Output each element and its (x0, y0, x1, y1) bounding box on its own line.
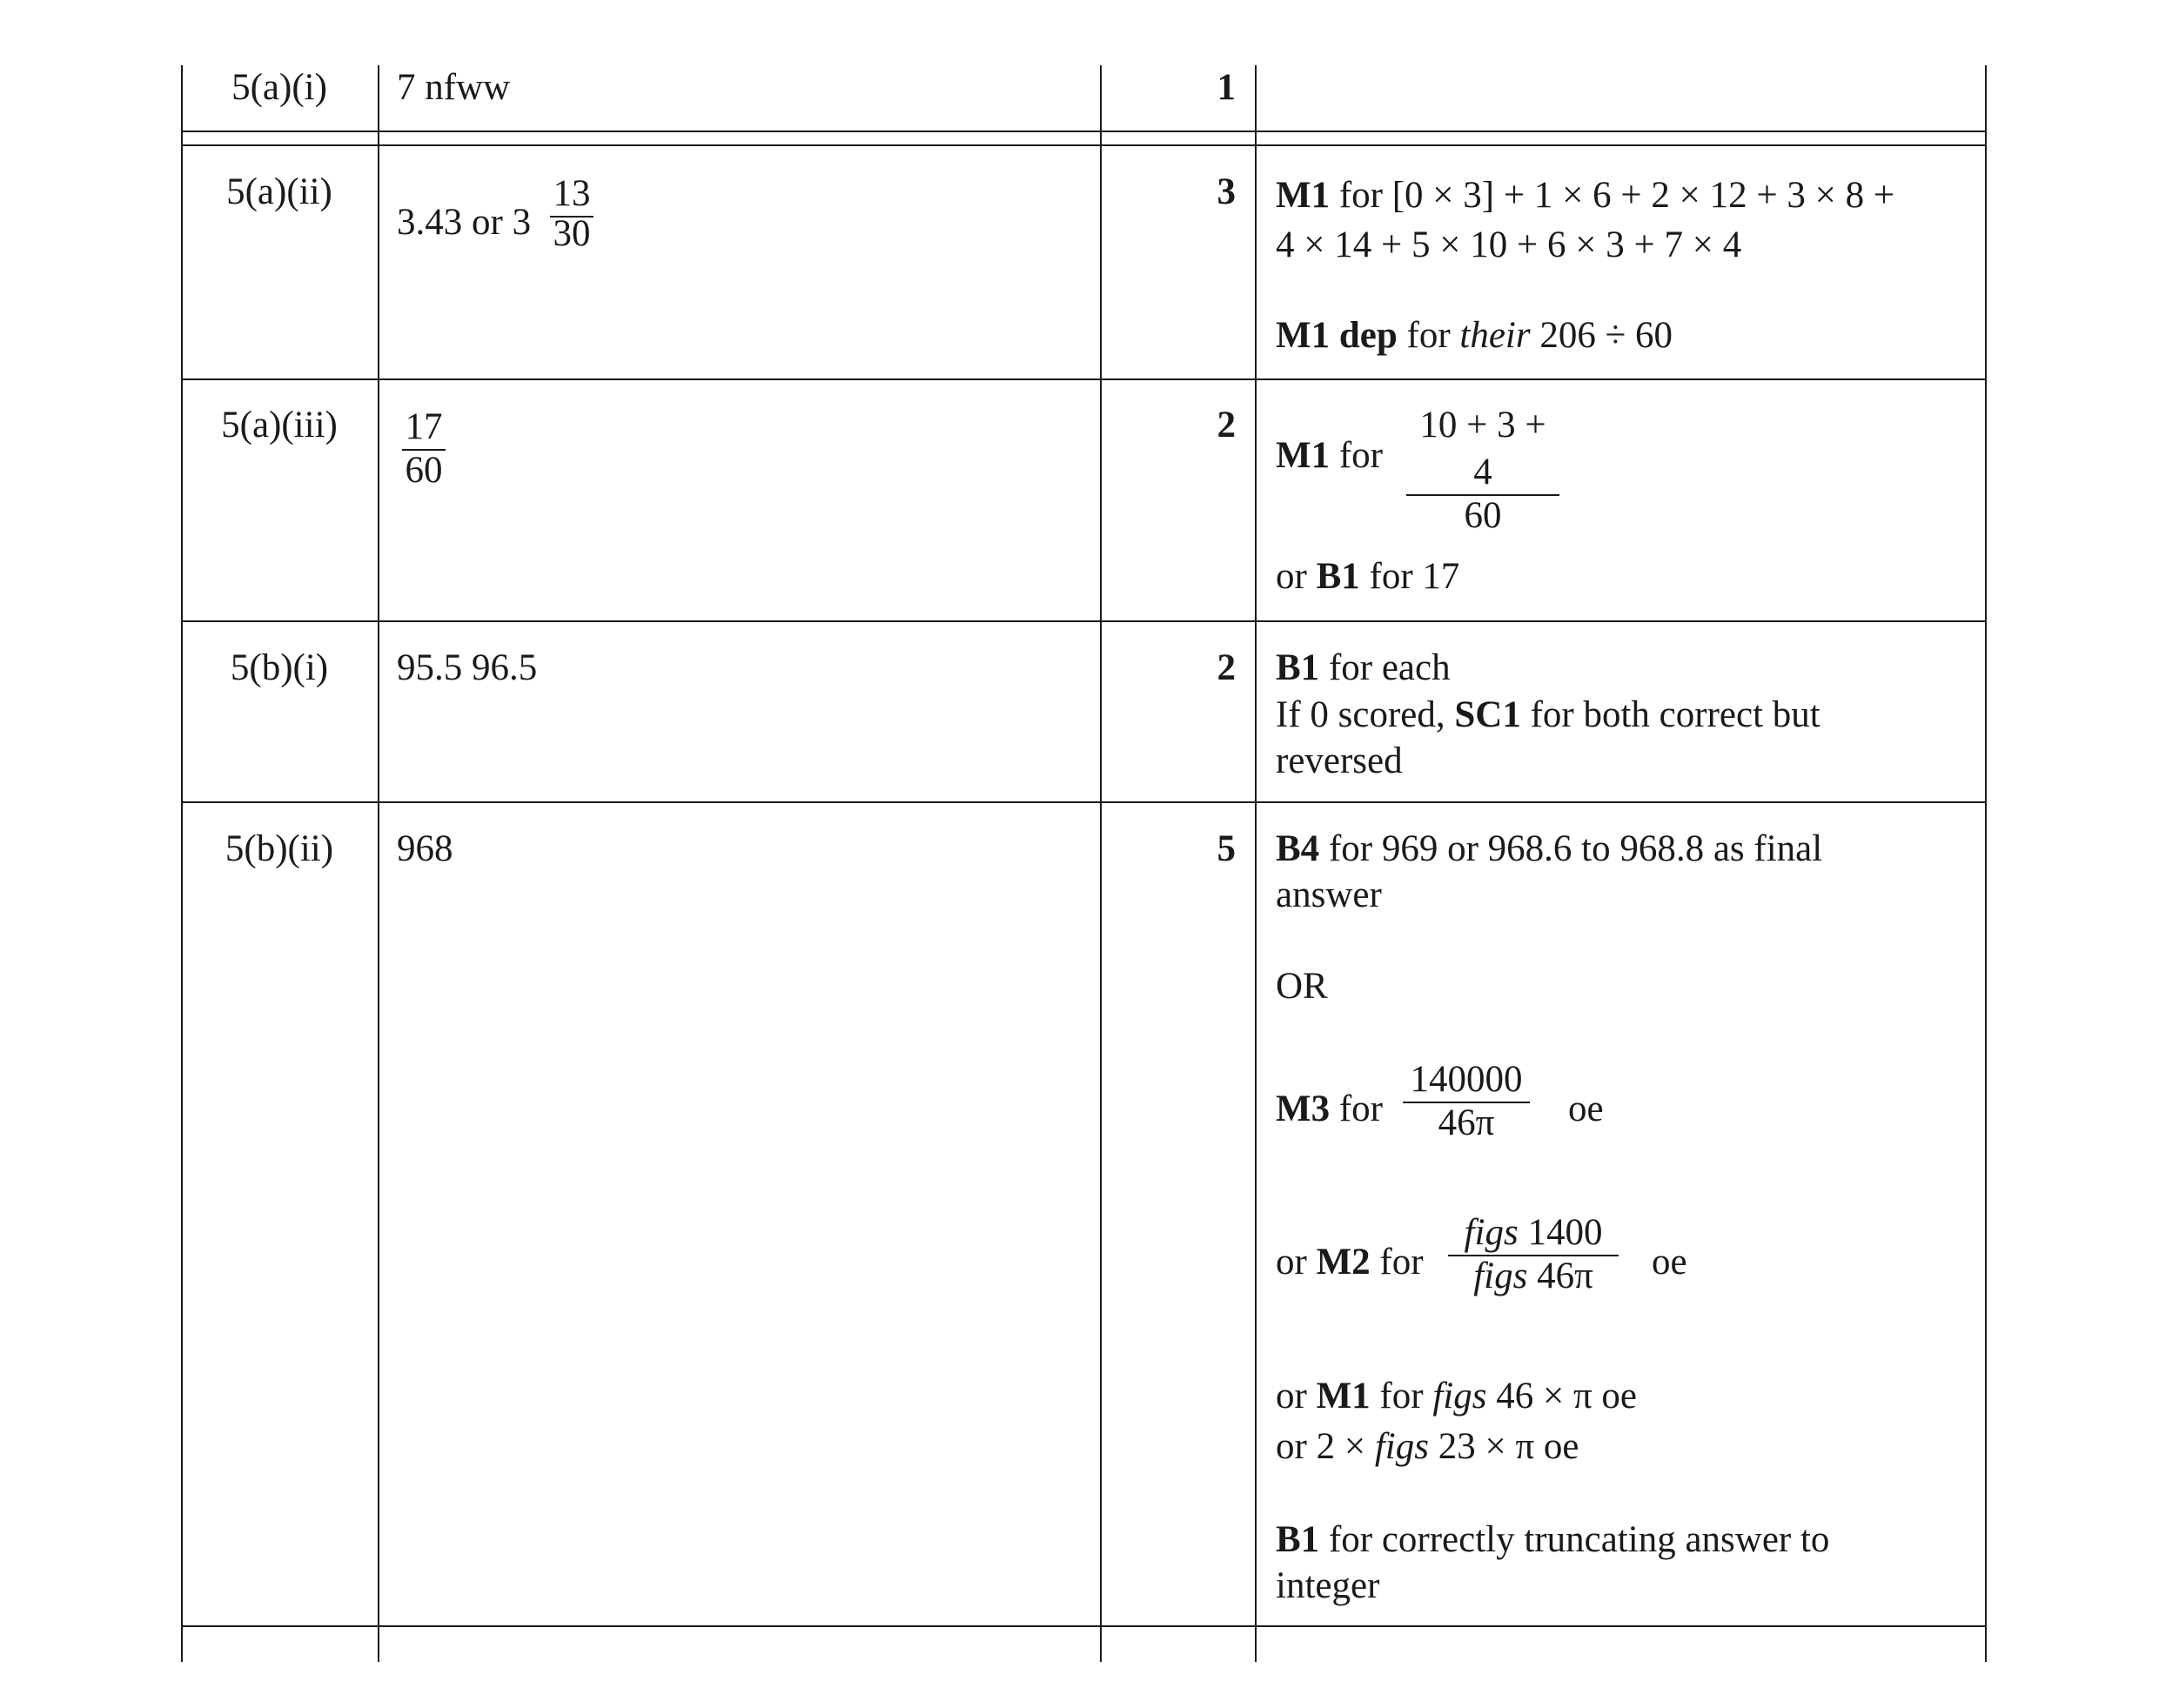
fraction-denominator: 46π (1438, 1102, 1495, 1143)
guidance-fraction (1403, 1056, 1530, 1147)
guidance-line: or B1 for 17 (1276, 556, 1460, 597)
grid-line (181, 378, 1987, 380)
guidance-line: M3 for (1276, 1088, 1383, 1129)
grid-line (181, 620, 1987, 622)
guidance-fraction (1448, 1209, 1619, 1300)
fraction-denominator: 60 (1464, 495, 1502, 536)
guidance-line: M1 for [0 × 3] + 1 × 6 + 2 × 12 + 3 × 8 + (1276, 175, 1895, 216)
question-number: 5(a)(i) (231, 67, 327, 108)
question-number: 5(b)(ii) (225, 828, 334, 869)
guidance-line: or M2 for (1276, 1242, 1424, 1283)
marks: 1 (1217, 67, 1236, 108)
guidance-line: B1 for each (1276, 647, 1451, 688)
answer: 968 (397, 828, 453, 869)
answer: 95.5 96.5 (397, 647, 538, 688)
marks: 3 (1217, 171, 1236, 212)
question-number: 5(b)(i) (230, 647, 329, 688)
guidance-line: M1 for (1276, 435, 1383, 476)
question-number: 5(a)(iii) (221, 405, 338, 445)
fraction-numerator: 13 (553, 173, 591, 214)
guidance-line: or 2 × figs 23 × π oe (1276, 1426, 1579, 1467)
guidance-line: B4 for 969 or 968.6 to 968.8 as final (1276, 828, 1823, 869)
question-number: 5(a)(ii) (226, 171, 332, 212)
grid-line (1255, 65, 1257, 1662)
fraction-denominator: 30 (553, 213, 591, 254)
fraction-numerator: 17 (405, 406, 443, 447)
grid-line (181, 1625, 1987, 1627)
guidance-line: If 0 scored, SC1 for both correct but (1276, 694, 1820, 735)
oe-label: oe (1568, 1088, 1604, 1129)
grid-line (1985, 65, 1987, 1662)
marks: 2 (1217, 405, 1236, 445)
answer-fraction (402, 404, 446, 494)
fraction-denominator: figs 46π (1473, 1256, 1593, 1296)
grid-line (181, 144, 1987, 146)
marks: 5 (1217, 828, 1236, 869)
guidance-fraction (1406, 402, 1559, 539)
guidance-line: B1 for correctly truncating answer to (1276, 1519, 1830, 1560)
grid-line (181, 801, 1987, 803)
grid-line (378, 65, 379, 1662)
guidance-line: answer (1276, 874, 1382, 915)
answer: 7 nfww (397, 67, 511, 108)
oe-label: oe (1652, 1242, 1687, 1283)
answer-prefix: 3.43 or 3 (397, 202, 532, 243)
guidance-line: or M1 for figs 46 × π oe (1276, 1376, 1637, 1417)
fraction-numerator: figs 1400 (1464, 1212, 1603, 1253)
guidance-line: M1 dep for their 206 ÷ 60 (1276, 315, 1673, 356)
marks: 2 (1217, 647, 1236, 688)
grid-line (181, 131, 1987, 132)
guidance-line: integer (1276, 1565, 1380, 1606)
answer-fraction (550, 171, 593, 258)
fraction-numerator: 10 + 3 + 4 (1419, 405, 1546, 492)
guidance-line: OR (1276, 966, 1328, 1007)
guidance-line: reversed (1276, 740, 1403, 781)
fraction-numerator: 140000 (1410, 1059, 1523, 1100)
fraction-denominator: 60 (405, 450, 443, 491)
guidance-line: 4 × 14 + 5 × 10 + 6 × 3 + 7 × 4 (1276, 224, 1742, 265)
